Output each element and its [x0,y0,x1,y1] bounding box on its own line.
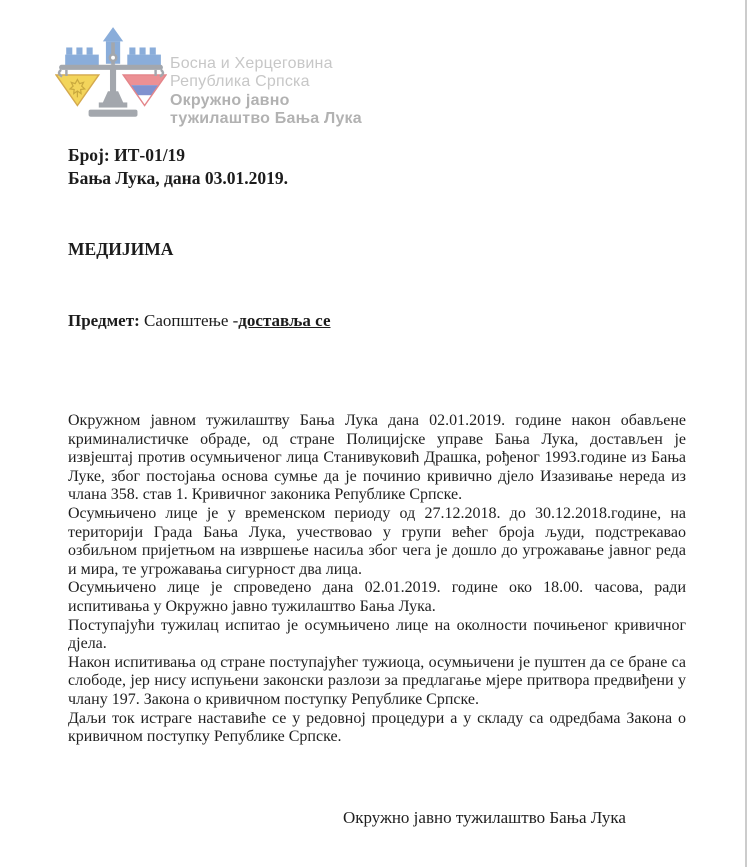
subject-label: Предмет: [68,311,140,330]
justice-scale-castle-logo-icon [55,26,167,128]
letterhead-entity: Република Српска [170,73,310,91]
document-meta [68,144,288,190]
letterhead [55,26,362,128]
recipient-heading: МЕДИЈИМА [68,239,174,259]
document-body [68,412,686,747]
case-number: Број: ИТ-01/19 [68,145,186,165]
subject-underlined-text: доставља се [238,311,331,330]
page-scan-edge [745,0,747,867]
paragraph-1: Окружном јавном тужилаштву Бања Лука дана 02.01.2019. године након обављене криминалистичке обраде, од стране Полицијске управе Бања Лука, достављен је извјештај против осумњиченог лица Станивуковић Драшка, рођеног 1993.године из Бања Луке, због постојања основа сумње да је починио кривично дјело Изазивање нереда из члана 358. став 1. Кривичног законика Републике Српске. [68,412,686,504]
paragraph-4: Поступајући тужилац испитао је осумњичено лице на околности почињеног кривичног дјела. [68,616,686,653]
letterhead-office-line2: тужилаштво Бања Лука [170,109,362,127]
paragraph-3: Осумњичено лице је спроведено дана 02.01.2019. године око 18.00. часова, ради испитивања у Окружно јавно тужилаштво Бања Лука. [68,579,686,615]
signature-line: Окружно јавно тужилаштво Бања Лука [343,808,626,827]
letterhead-text [170,26,362,128]
paragraph-2: Осумњичено лице је у временском периоду од 27.12.2018. до 30.12.2018.године, на територији Града Бања Лука, учествовао у групи већег броја људи, подстрекавао озбиљном пријетњом на извршење насиља због чега је дошло до угрожавање јавног реда и мира, те угрожавања сигурност два лица. [68,504,686,578]
letterhead-country: Босна и Херцеговина [170,55,333,72]
paragraph-5: Након испитивања од стране поступајућег тужиоца, осумњичени је пуштен да се бране са слободе, јер нису испуњени законски разлози за предлагање мјере притвора предвиђени у члану 197. Закона о кривичном поступку Републике Српске. [68,653,686,708]
paragraph-6: Даљи ток истраге наставиће се у редовној процедури а у складу са одредбама Закона о кривичном поступку Републике Српске. [68,709,686,746]
subject-line [68,311,331,331]
subject-text: Саопштење - [139,311,239,330]
letterhead-office-line1: Окружно јавно [170,91,290,109]
place-and-date: Бања Лука, дана 03.01.2019. [68,168,288,188]
